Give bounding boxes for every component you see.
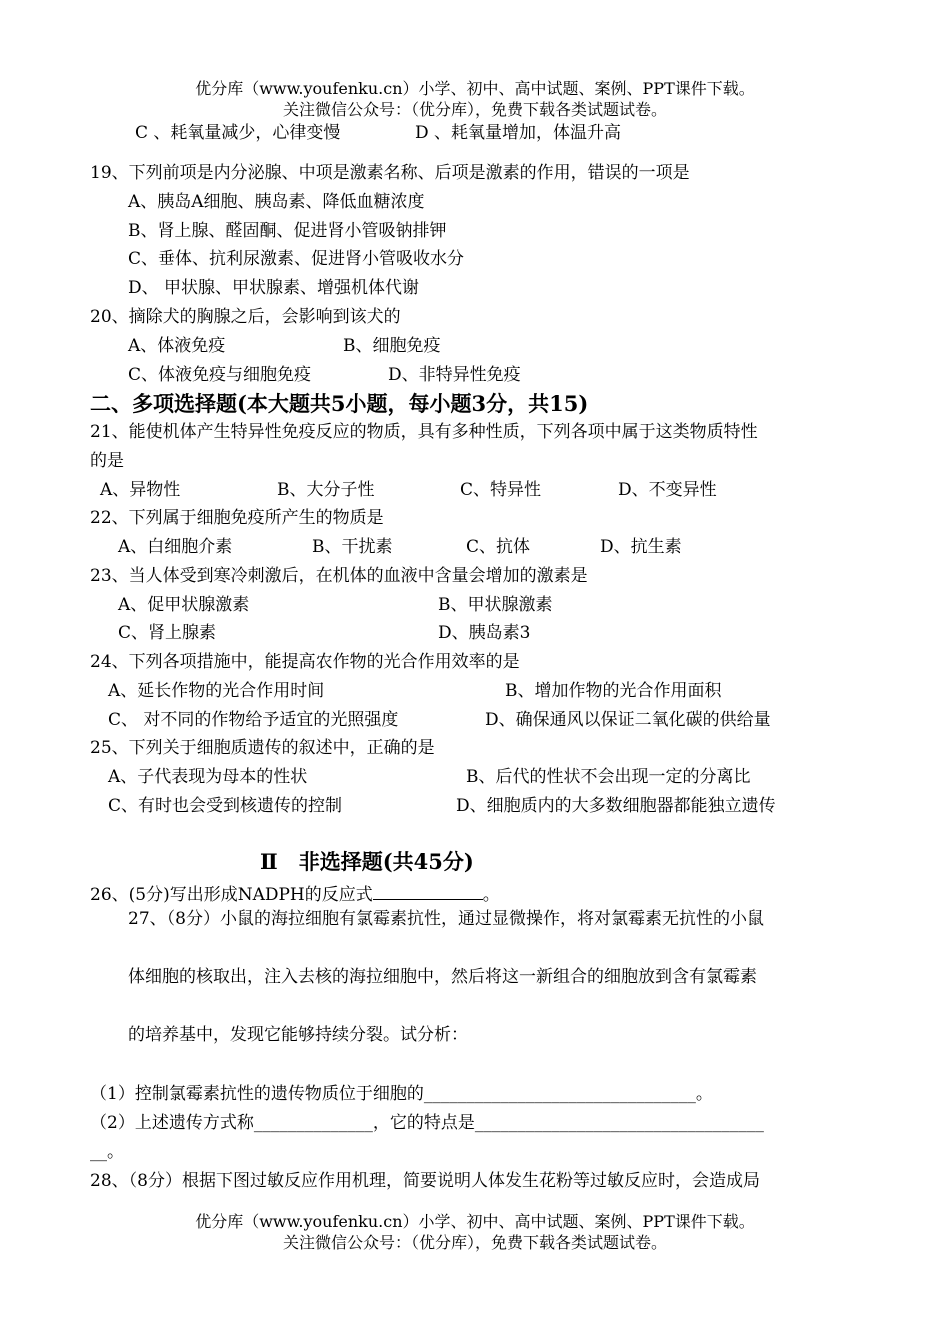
footer-line-1: 优分库（www.youfenku.cn）小学、初中、高中试题、案例、PPT课件下载。 (195, 1212, 755, 1231)
option-d: D、细胞质内的大多数细胞器都能独立遗传 (456, 796, 776, 816)
option-d: D 、耗氧量增加，体温升高 (415, 123, 622, 143)
question-stem: 23、当人体受到寒冷刺激后，在机体的血液中含量会增加的激素是 (90, 566, 588, 586)
option-d: D、 甲状腺、甲状腺素、增强机体代谢 (128, 278, 420, 298)
question-text: 26、(5分)写出形成NADPH的反应式 (90, 885, 373, 905)
question-stem: 24、下列各项措施中，能提高农作物的光合作用效率的是 (90, 652, 520, 672)
header-line-1: 优分库（www.youfenku.cn）小学、初中、高中试题、案例、PPT课件下载。 (195, 79, 755, 98)
option-b: B、大分子性 (277, 480, 375, 500)
sub-question-2: （2）上述遗传方式称______________，它的特点是__________________________________ (90, 1113, 764, 1133)
sub-question-2-continued: __。 (90, 1142, 124, 1162)
option-d: D、抗生素 (600, 537, 682, 557)
option-a: A、异物性 (100, 480, 181, 500)
footer-line-2: 关注微信公众号：（优分库），免费下载各类试题试卷。 (282, 1233, 667, 1252)
question-stem: 19、下列前项是内分泌腺、中项是激素名称、后项是激素的作用，错误的一项是 (90, 163, 690, 183)
option-c: C、垂体、抗利尿激素、促进肾小管吸收水分 (128, 249, 465, 269)
part-heading-non-choice: Ⅱ 非选择题(共45分) (260, 849, 474, 874)
question-28: 28、（8分）根据下图过敏反应作用机理，简要说明人体发生花粉等过敏反应时，会造成局 (90, 1171, 760, 1191)
header-line-2: 关注微信公众号：（优分库），免费下载各类试题试卷。 (282, 100, 667, 119)
option-a: A、促甲状腺激素 (118, 595, 250, 615)
option-c: C、抗体 (466, 537, 531, 557)
option-b: B、肾上腺、醛固酮、促进肾小管吸钠排钾 (128, 221, 447, 241)
question-line-1: 27、（8分）小鼠的海拉细胞有氯霉素抗性，通过显微操作，将对氯霉素无抗性的小鼠 (128, 909, 764, 929)
question-line-3: 的培养基中，发现它能够持续分裂。试分析： (128, 1025, 468, 1045)
question-end: 。 (482, 885, 500, 905)
option-d: D、胰岛素3 (438, 623, 531, 643)
section-heading-multiple-choice: 二、多项选择题(本大题共5小题，每小题3分，共15) (90, 391, 589, 416)
question-stem: 20、摘除犬的胸腺之后，会影响到该犬的 (90, 307, 401, 327)
option-d: D、非特异性免疫 (388, 365, 521, 385)
question-line-2: 体细胞的核取出，注入去核的海拉细胞中，然后将这一新组合的细胞放到含有氯霉素 (128, 967, 757, 987)
question-stem: 21、能使机体产生特异性免疫反应的物质，具有多种性质，下列各项中属于这类物质特性 (90, 422, 758, 442)
answer-blank (373, 881, 483, 900)
option-c: C 、耗氧量减少，心律变慢 (135, 123, 341, 143)
option-c: C、肾上腺素 (118, 623, 217, 643)
question-26 (90, 881, 500, 906)
sub-question-1: （1）控制氯霉素抗性的遗传物质位于细胞的________________________________。 (90, 1084, 713, 1104)
option-b: B、后代的性状不会出现一定的分离比 (466, 767, 751, 787)
option-d: D、不变异性 (618, 480, 717, 500)
option-a: A、延长作物的光合作用时间 (108, 681, 325, 701)
option-b: B、增加作物的光合作用面积 (505, 681, 722, 701)
option-b: B、细胞免疫 (343, 336, 441, 356)
option-d: D、确保通风以保证二氧化碳的供给量 (485, 710, 771, 730)
question-stem: 25、下列关于细胞质遗传的叙述中，正确的是 (90, 738, 435, 758)
option-a: A、体液免疫 (128, 336, 226, 356)
option-a: A、白细胞介素 (118, 537, 233, 557)
option-c: C、体液免疫与细胞免疫 (128, 365, 312, 385)
question-stem: 22、下列属于细胞免疫所产生的物质是 (90, 508, 384, 528)
option-c: C、有时也会受到核遗传的控制 (108, 796, 343, 816)
option-b: B、干扰素 (312, 537, 393, 557)
question-stem-continued: 的是 (90, 451, 124, 471)
option-c: C、 对不同的作物给予适宜的光照强度 (108, 710, 399, 730)
option-a: A、子代表现为母本的性状 (108, 767, 308, 787)
option-a: A、胰岛A细胞、胰岛素、降低血糖浓度 (128, 192, 425, 212)
option-c: C、特异性 (460, 480, 542, 500)
option-b: B、甲状腺激素 (438, 595, 553, 615)
